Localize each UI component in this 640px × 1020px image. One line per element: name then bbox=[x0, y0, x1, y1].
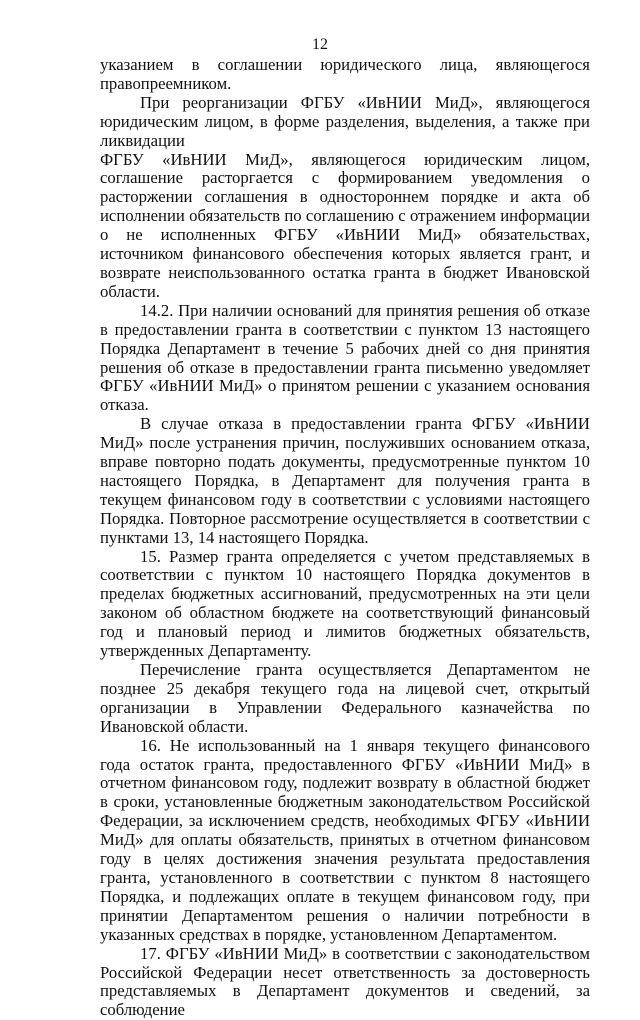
page-number: 12 bbox=[312, 36, 328, 53]
paragraph-grant-transfer: Перечисление гранта осуществляется Департаментом не позднее 25 декабря текущего года на лицевой счет, открытый организации в Управлении Федерального казначейства по Ивановской области. bbox=[100, 660, 590, 736]
paragraph-15: 15. Размер гранта определяется с учетом представляемых в соответствии с пунктом 10 настоящего Порядка документов в пределах бюджетных ассигнований, предусмотренных на эти цели законом об областном бюджете на соответствующий финансовый год и плановый период и лимитов бюджетных обязательств, утвержденных Департаменту. bbox=[100, 546, 590, 661]
paragraph-legal-successor: указанием в соглашении юридического лица, являющегося правопреемником. bbox=[100, 55, 590, 93]
paragraph-agreement-termination: ФГБУ «ИвНИИ МиД», являющегося юридическим лицом, соглашение расторгается с формированием уведомления о расторжении соглашения в одностороннем порядке и акта об исполнении обязательств по соглашению с отражением информации о не исполненных ФГБУ «ИвНИИ МиД» обязательствах, источником финансового обеспечения которых является грант, и возврате неиспользованного остатка гранта в бюджет Ивановской области. bbox=[100, 149, 590, 301]
paragraph-17: 17. ФГБУ «ИвНИИ МиД» в соответствии с законодательством Российской Федерации несет ответственность за достоверность представляемых в Департамент документов и сведений, за соблюдение bbox=[100, 943, 590, 1020]
paragraph-16: 16. Не использованный на 1 января текущего финансового года остаток гранта, предоставленного ФГБУ «ИвНИИ МиД» в отчетном финансовом году, подлежит возврату в областной бюджет в сроки, установленные бюджетным законодательством Российской Федерации, за исключением средств, необходимых ФГБУ «ИвНИИ МиД» для оплаты обязательств, принятых в отчетном финансовом году в целях достижения значения результата предоставления гранта, установленного в соответствии с пунктом 8 настоящего Порядка, и подлежащих оплате в текущем финансовом году, при принятии Департаментом решения о наличии потребности в указанных средствах в порядке, установленном Департаментом. bbox=[100, 735, 590, 944]
paragraph-14-2: 14.2. При наличии оснований для принятия решения об отказе в предоставлении гранта в соответствии с пунктом 13 настоящего Порядка Департамент в течение 5 рабочих дней со дня принятия решения об отказе в предоставлении гранта письменно уведомляет ФГБУ «ИвНИИ МиД» о принятом решении с указанием основания отказа. bbox=[100, 300, 590, 415]
paragraph-refusal-resubmission: В случае отказа в предоставлении гранта ФГБУ «ИвНИИ МиД» после устранения причин, послуживших основанием отказа, вправе повторно подать документы, предусмотренные пунктом 10 настоящего Порядка, в Департамент для получения гранта в текущем финансовом году в соответствии с условиями настоящего Порядка. Повторное рассмотрение осуществляется в соответствии с пунктами 13, 14 настоящего Порядка. bbox=[100, 414, 590, 547]
document-body bbox=[100, 56, 590, 1020]
paragraph-reorganization: При реорганизации ФГБУ «ИвНИИ МиД», являющегося юридическим лицом, в форме разделения, выделения, а также при ликвидации bbox=[100, 92, 590, 150]
